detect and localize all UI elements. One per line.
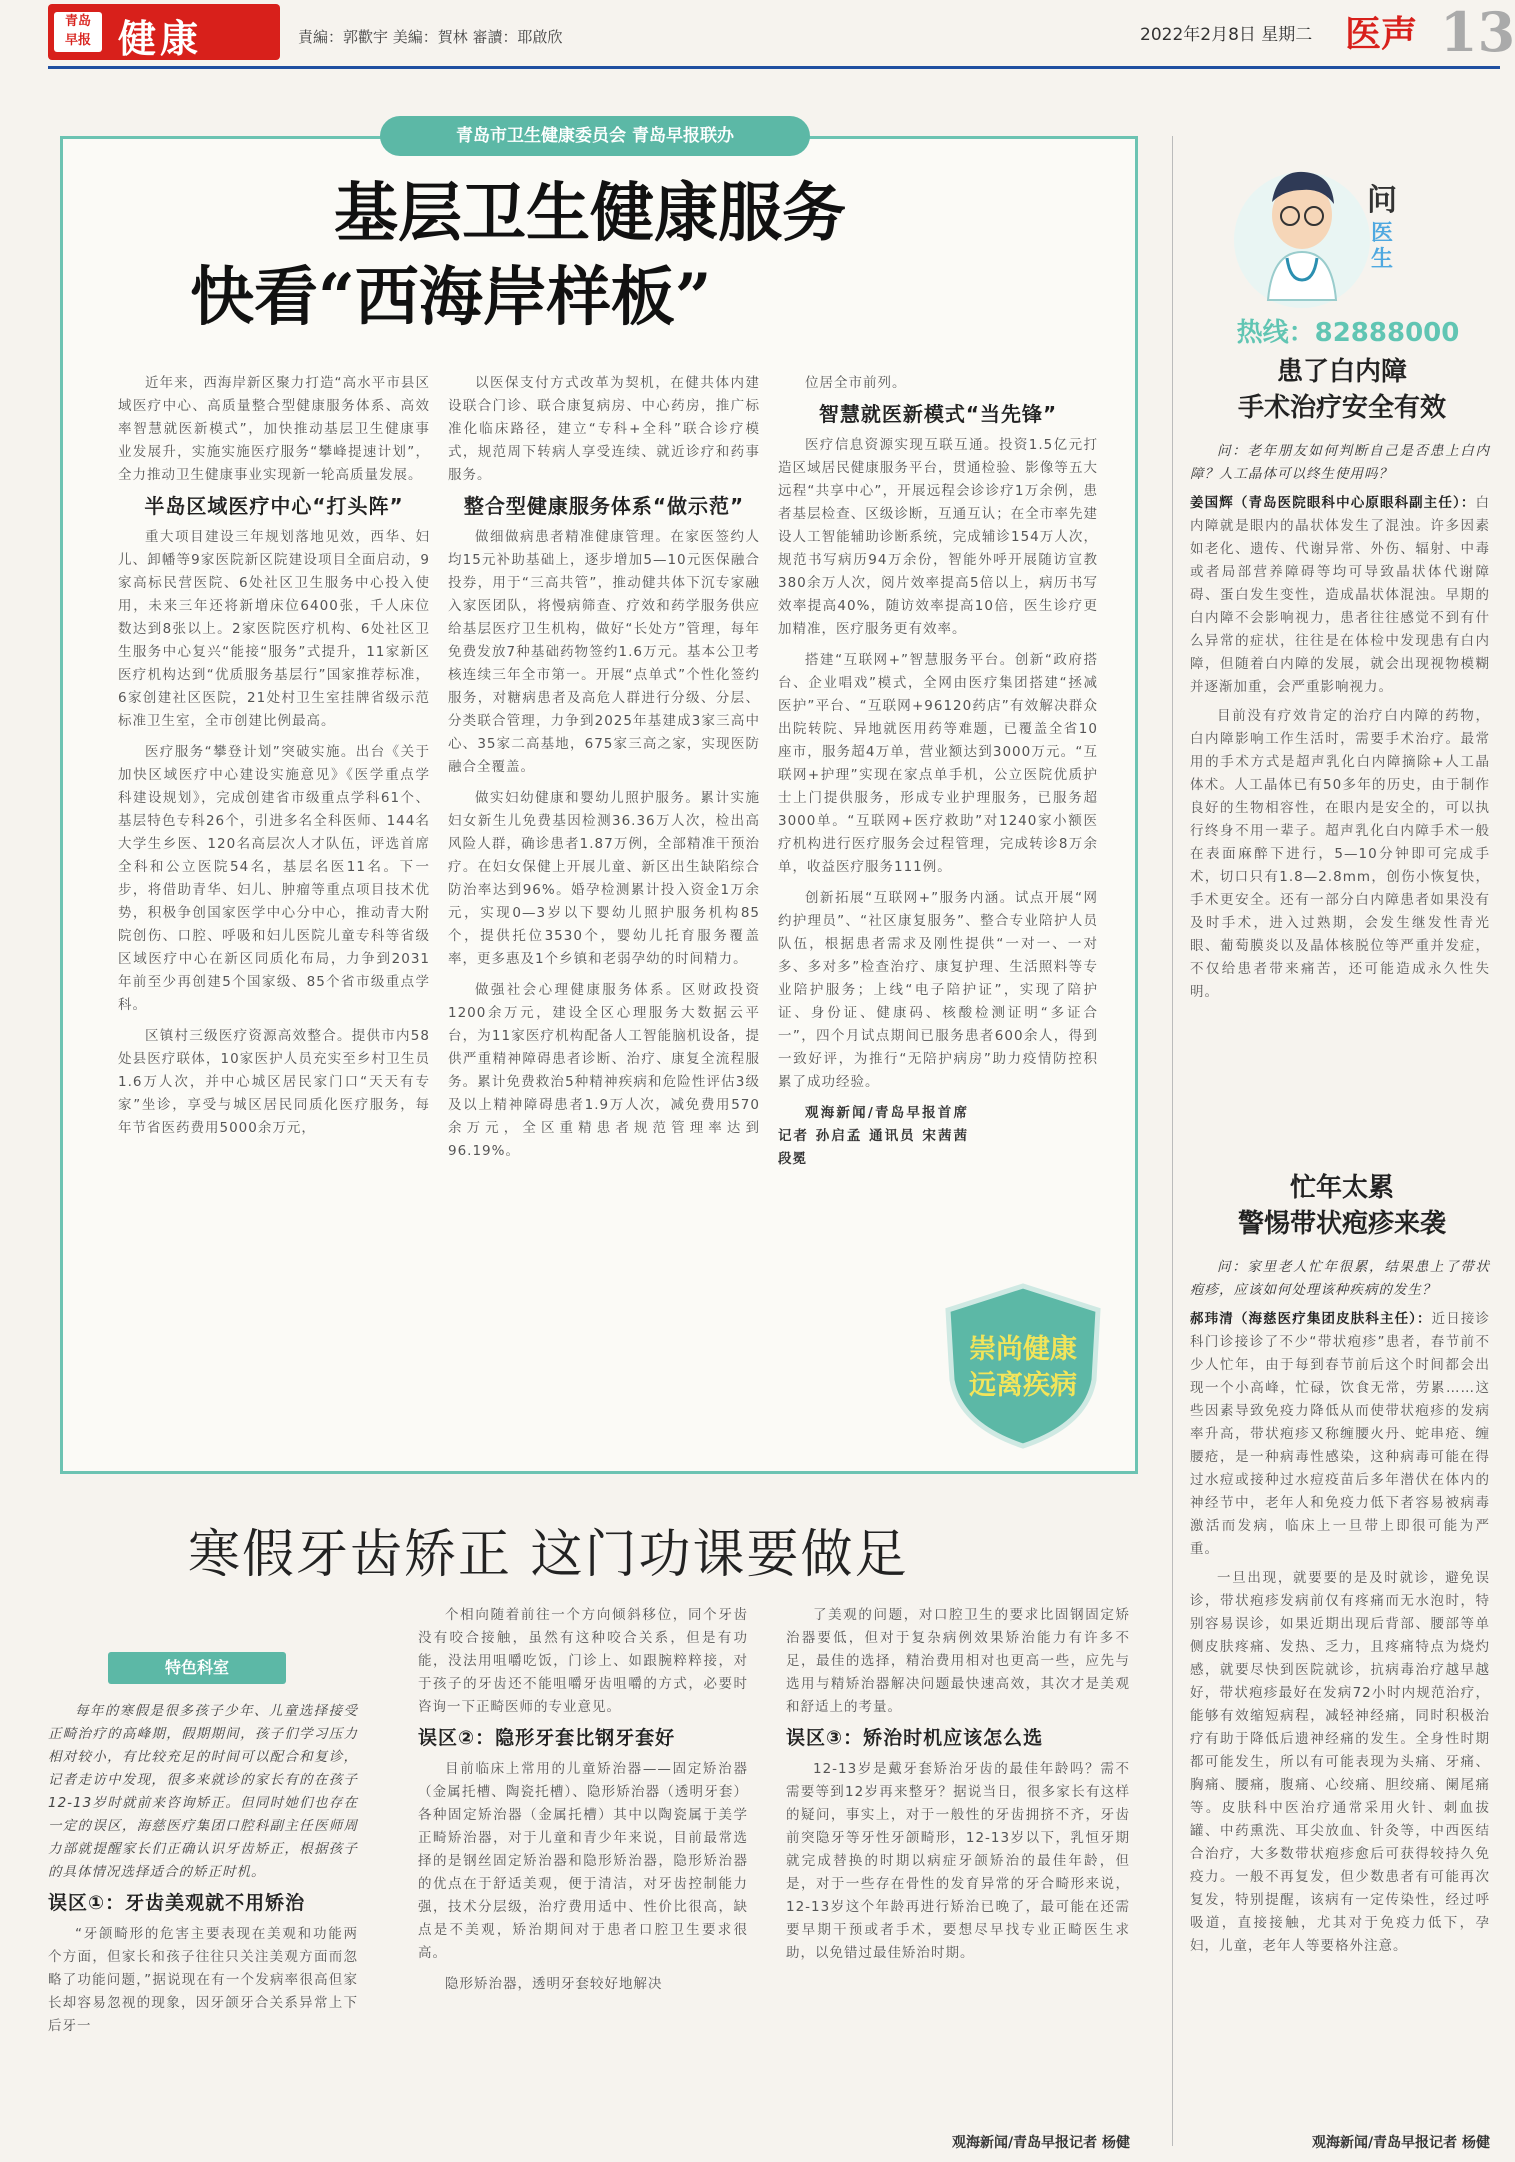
- paragraph: “牙颌畸形的危害主要表现在美观和功能两个方面，但家长和孩子往往只关注美观方面而忽略了功能问题，”据说现在有一个发病率很高但家长却容易忽视的现象，因牙颌牙合关系异常上下后牙一: [48, 1926, 358, 2034]
- title-line-1: 基层卫生健康服务: [334, 176, 846, 251]
- title-line-2: 手术治疗安全有效: [1237, 393, 1446, 423]
- paragraph: 位居全市前列。: [805, 375, 907, 391]
- ask-label-3: 生: [1370, 247, 1394, 272]
- health-shield-badge: [938, 1280, 1108, 1450]
- paragraph: 12-13岁是戴牙套矫治牙齿的最佳年龄吗？需不需要等到12岁再来整牙？据说当日，很多家长有这样的疑问，事实上，对于一般性的牙齿拥挤不齐，牙齿前突隐牙等牙性牙颌畸形，12-13岁以下，乳恒牙期就完成替换的时期以病症牙颌矫治的最佳年龄，但是，对于一些存在骨性的发育异常的牙合畸形来说，12-13岁这个年龄再进行矫治已晚了，最可能在还需要早期干预或者手术，要想尽早找专业正畸医生求助，以免错过最佳矫治时期。: [786, 1761, 1130, 1961]
- shield-text-2: 远离疾病: [969, 1370, 1077, 1401]
- question: 问：老年朋友如何判断自己是否患上白内障？人工晶体可以终生使用吗？: [1190, 443, 1490, 482]
- ask-label: 问: [1367, 183, 1397, 218]
- paragraph: 做细做病患者精准健康管理。在家医签约人均15元补助基础上，逐步增加5—10元医保融合投券，用于“三高共管”，推动健共体下沉专家融入家医团队，将慢病筛查、疗效和药学服务供应给基层医疗卫生机构，做好“长处方”管理，每年免费发放7种基础药物签约1.6万元。基本公卫考核连续三年全市第一。开展“点单式”个性化签约服务，对糖病患者及高危人群进行分级、分层、分类联合管理，力争到2025年基建成3家三高中心、35家二高基地，675家三高之家，实现医防融合全覆盖。: [448, 529, 760, 775]
- bottom-article-column-1: [48, 1700, 358, 2160]
- paragraph: 做强社会心理健康服务体系。区财政投资1200余万元，建设全区心理服务大数据云平台，为11家医疗机构配备人工智能脑机设备，提供严重精神障碍患者诊断、治疗、康复全流程服务。累计免费救治5种精神疾病和危险性评估3级及以上精神障碍患者1.9万人次，减免费用570余万元，全区重精患者规范管理率达到96.19%。: [448, 982, 760, 1159]
- feature-tag: 特色科室: [108, 1652, 286, 1684]
- subheading: 半岛区域医疗中心“打头阵”: [144, 494, 404, 518]
- hotline-number: 热线：82888000: [1236, 318, 1460, 348]
- header-rule: [48, 66, 1500, 69]
- sidebar-article-2-body: [1190, 1256, 1490, 2126]
- question: 问：家里老人忙年很累，结果患上了带状疱疹，应该如何处理该种疾病的发生？: [1190, 1259, 1490, 1298]
- bottom-article-title: 寒假牙齿矫正 这门功课要做足: [188, 1525, 909, 1585]
- article-sponsor-banner: 青岛市卫生健康委员会 青岛早报联办: [380, 116, 810, 156]
- answer-doctor: 郝玮清（海慈医疗集团皮肤科主任）：: [1190, 1311, 1432, 1327]
- paragraph: 以医保支付方式改革为契机，在健共体内建设联合门诊、联合康复病房、中心药房，推广标准化临床路径，建立“专科+全科”联合诊疗模式，规范周下转病人享受连续、就近诊疗和药事服务。: [448, 375, 760, 483]
- sidebar-article-2-credit: 观海新闻/青岛早报记者 杨健: [1312, 2135, 1490, 2151]
- paragraph: 白内障就是眼内的晶状体发生了混浊。许多因素如老化、遗传、代谢异常、外伤、辐射、中毒或者局部营养障碍等均可导致晶状体代谢障碍、蛋白发生变性，造成晶状体混浊。早期的白内障不会影响视力，患者往往感觉不到有什么异常的症状，往往是在体检中发现患有白内障，但随着白内障的发展，就会出现视物模糊并逐渐加重，会严重影响视力。: [1190, 495, 1490, 695]
- logo-badge: [54, 12, 102, 52]
- paragraph: 重大项目建设三年规划落地见效，西华、妇儿、卸幡等9家医院新区院建设项目全面启动，9家高标民营医院、6处社区卫生服务中心投入使用，未来三年还将新增床位6400张，千人床位数达到8张以上。2家医院医疗机构、6处社区卫生服务中心复兴“能接“服务”式提升，11家新区医疗机构达到“优质服务基层行”国家推荐标准，6家创建社区医院，21处村卫生室挂牌省级示范标准卫生室，全市创建比例最高。: [118, 529, 430, 729]
- sidebar-article-1-body: [1190, 440, 1490, 1170]
- title-line-2: 快看“西海岸样板”: [190, 260, 712, 335]
- logo-line-2: 早报: [64, 33, 91, 48]
- page-number: 13: [1440, 0, 1515, 64]
- issue-date: 2022年2月8日 星期二: [1140, 25, 1313, 45]
- bottom-article-column-2: [418, 1604, 748, 2160]
- newspaper-logo: [48, 4, 280, 60]
- logo-line-1: 青岛: [64, 14, 91, 29]
- top-article-column-1: [118, 372, 430, 1442]
- ask-label-2: 医: [1370, 221, 1394, 246]
- subheading: 误区②：隐形牙套比钢牙套好: [418, 1727, 676, 1749]
- paragraph: 医疗服务“攀登计划”突破实施。出台《关于加快区域医疗中心建设实施意见》《医学重点学科建设规划》，完成创建省市级重点学科61个、基层特色专科26个，引进多名全科医师、144名大学生乡医、120名高层次人才队伍，评选首席全科和公立医院54名，基层名医11名。下一步，将借助青华、妇儿、肿瘤等重点项目技术优势，积极争创国家医学中心分中心，推动青大附院创伤、口腔、呼吸和妇儿医院儿童专科等省级区域医疗中心在新区同质化布局，力争到2031年前至少再创建5个国家级、85个省市级重点学科。: [118, 744, 430, 1013]
- paragraph: 目前没有疗效肯定的治疗白内障的药物，白内障影响工作生活时，需要手术治疗。最常用的手术方式是超声乳化白内障摘除+人工晶体术。人工晶体已有50多年的历史，由于制作良好的生物相容性，在眼内是安全的，可以执行终身不用一辈子。超声乳化白内障手术一般在表面麻醉下进行，5—10分钟即可完成手术，切口只有1.8—2.8mm，创伤小恢复快，手术更安全。还有一部分白内障患者如果没有及时手术，进入过熟期，会发生继发性青光眼、葡萄膜炎以及晶体核脱位等严重并发症，不仅给患者带来痛苦，还可能造成永久性失明。: [1190, 708, 1490, 1000]
- sidebar-article-2-title: [1192, 1170, 1492, 1242]
- paragraph: 了美观的问题，对口腔卫生的要求比固钢固定矫治器要低，但对于复杂病例效果矫治能力有许多不足，最佳的选择，精治费用相对也更高一些，应先与选用与精矫治器解决问题最快速高效，其次才是美观和舒适上的考量。: [786, 1607, 1130, 1715]
- paragraph: 个相向随着前往一个方向倾斜移位，同个牙齿没有咬合接触，虽然有这种咬合关系，但是有功能，没法用咀嚼吃饭，门诊上、如跟腕粹粹接，对于孩子的牙齿还不能咀嚼牙齿咀嚼的方式，必要时咨询一下正畸医师的专业意见。: [418, 1607, 748, 1715]
- shield-text-1: 崇尚健康: [969, 1334, 1077, 1365]
- paragraph: 一旦出现，就要要的是及时就诊，避免误诊，带状疱疹发病前仅有疼痛而无水泡时，特别容易误诊，如果近期出现后背部、腰部等单侧皮肤疼痛、发热、乏力，且疼痛特点为烧灼感，就要尽快到医院就诊，抗病毒治疗越早越好，带状疱疹最好在发病72小时内规范治疗，能够有效缩短病程，减轻神经痛，同时积极治疗有助于降低后遗神经痛的发生。全身性时期都可能发生，所以有可能表现为头痛、牙痛、胸痛、腰痛，腹痛、心绞痛、胆绞痛、阑尾痛等。皮肤科中医治疗通常采用火针、刺血拔罐、中药熏洗、耳尖放血、针灸等，中西医结合治疗，大多数带状疱疹愈后可获得较持久免疫力。一般不再复发，但少数患者有可能再次复发，特别提醒，该病有一定传染性，经过呼吸道，直接接触，尤其对于免疫力低下，孕妇，儿童，老年人等要格外注意。: [1190, 1570, 1490, 1954]
- top-article-column-2: [448, 372, 760, 1442]
- bottom-article-credit: 观海新闻/青岛早报记者 杨健: [952, 2135, 1130, 2151]
- paragraph: 搭建“互联网+”智慧服务平台。创新“政府搭台、企业唱戏”模式，全网由医疗集团搭建“拯减医护”平台、“互联网+96120药店”有效解决群众出院转院、异地就医用药等难题，已覆盖全省10座市，服务超4万单，营业额达到3000万元。“互联网+护理”实现在家点单手机，公立医院优质护士上门提供服务，形成专业护理服务，已服务超3000单。“互联网+医疗救助”对1240家小额医疗机构进行医疗服务会过程管理，完成转诊8万余单，收益医疗服务111例。: [778, 652, 1098, 875]
- editor-credits: 責編：郭歡宇 美編：賀林 審讀：耶啟欣: [298, 28, 563, 46]
- column-brand: 医声: [1345, 13, 1418, 55]
- section-name: 健康: [118, 16, 203, 61]
- article-lead: 每年的寒假是很多孩子少年、儿童选择接受正畸治疗的高峰期，假期期间，孩子们学习压力相对较小，有比较充足的时间可以配合和复诊，记者走访中发现，很多来就诊的家长有的在孩子12-13岁时就前来咨询矫正。但同时她们也存在一定的误区，海慈医疗集团口腔科副主任医师周力部就提醒家长们正确认识牙齿矫正，根据孩子的具体情况选择适合的矫正时机。: [48, 1703, 358, 1880]
- paragraph: 目前临床上常用的儿童矫治器——固定矫治器（金属托槽、陶瓷托槽）、隐形矫治器（透明牙套）各种固定矫治器（金属托槽）其中以陶瓷属于美学正畸矫治器，对于儿童和青少年来说，目前最常选择的是钢丝固定矫治器和隐形矫治器，隐形矫治器的优点在于舒适美观，便于清洁，对牙齿控制能力强，技术分层级，治疗费用适中、性价比很高，缺点是不美观，矫治期间对于患者口腔卫生要求很高。: [418, 1761, 748, 1961]
- paragraph: 隐形矫治器，透明牙套较好地解决: [445, 1976, 663, 1992]
- paragraph: 近年来，西海岸新区聚力打造“高水平市县区域医疗中心、高质量整合型健康服务体系、高效率智慧就医新模式”，加快推动基层卫生健康事业发展升，实施实施医疗服务“攀峰提速计划”，全力推动卫生健康事业实现新一轮高质量发展。: [118, 375, 430, 483]
- top-article-title: [180, 172, 1000, 340]
- paragraph: 做实妇幼健康和婴幼儿照护服务。累计实施妇女新生儿免费基因检测36.36万人次，检出高风险人群，确诊患者1.87万例，全部精准干预治疗。在妇女保健上开展儿童、新区出生缺陷综合防治率达到96%。婚孕检测累计投入资金1万余元，实现0—3岁以下婴幼儿照护服务机构85个，提供托位3530个，婴幼儿托育服务覆盖率，更多惠及1个乡镇和老弱孕幼的时间精力。: [448, 790, 760, 967]
- paragraph: 区镇村三级医疗资源高效整合。提供市内58处县医疗联体，10家医护人员充实至乡村卫生员1.6万人次，并中心城区居民家门口“天天有专家”坐诊，享受与城区居民同质化医疗服务，每年节省医药费用5000余万元，: [118, 1028, 430, 1136]
- paragraph: 近日接诊科门诊接诊了不少“带状疱疹”患者，春节前不少人忙年，由于每到春节前后这个时间都会出现一个小高峰，忙碌，饮食无常，劳累……这些因素导致免疫力降低从而使带状疱疹的发病率升高，带状疱疹又称缠腰火丹、蛇串疮、缠腰疮，是一种病毒性感染，这种病毒可能在得过水痘或接种过水痘疫苗后多年潜伏在体内的神经节中，老年人和免疫力低下者容易被病毒激活而发病，临床上一旦带上即很可能为严重。: [1190, 1311, 1491, 1557]
- subheading: 智慧就医新模式“当先锋”: [818, 402, 1058, 426]
- title-line-1: 忙年太累: [1289, 1173, 1394, 1203]
- subheading: 误区①：牙齿美观就不用矫治: [48, 1892, 306, 1914]
- title-line-1: 患了白内障: [1276, 357, 1407, 387]
- article-byline: 观海新闻/青岛早报首席记者 孙启孟 通讯员 宋茜茜 段冕: [778, 1105, 968, 1167]
- subheading: 误区③：矫治时机应该怎么选: [786, 1727, 1044, 1749]
- answer-doctor: 姜国辉（青岛医院眼科中心原眼科副主任）：: [1190, 495, 1476, 511]
- sidebar-divider: [1172, 136, 1173, 2146]
- sidebar-article-1-title: [1192, 354, 1492, 426]
- bottom-article-column-3: [786, 1604, 1130, 2132]
- paragraph: 医疗信息资源实现互联互通。投资1.5亿元打造区域居民健康服务平台，贯通检验、影像等五大远程“共享中心”，开展远程会诊诊疗1万余例，患者基层检查、区级诊断，互通互认；在全市率先建设人工智能辅助诊断系统，完成辅诊154万人次，规范书写病历94万余份，智能外呼开展随访宣教380余万人次，阅片效率提高5倍以上，病历书写效率提高40%，随访效率提高10倍，医生诊疗更加精准，医疗服务更有效率。: [778, 437, 1098, 637]
- subheading: 整合型健康服务体系“做示范”: [463, 494, 745, 518]
- paragraph: 创新拓展“互联网+”服务内涵。试点开展“网约护理员”、“社区康复服务”、整合专业陪护人员队伍，根据患者需求及刚性提供“一对一、一对多、多对多”检查治疗、康复护理、生活照料等专业陪护服务；上线“电子陪护证”，实现了陪护证、身份证、健康码、核酸检测证明“多证合一”，四个月试点期间已服务患者600余人，得到一致好评，为推行“无陪护病房”助力疫情防控积累了成功经验。: [778, 890, 1098, 1090]
- title-line-2: 警惕带状疱疹来袭: [1237, 1209, 1446, 1239]
